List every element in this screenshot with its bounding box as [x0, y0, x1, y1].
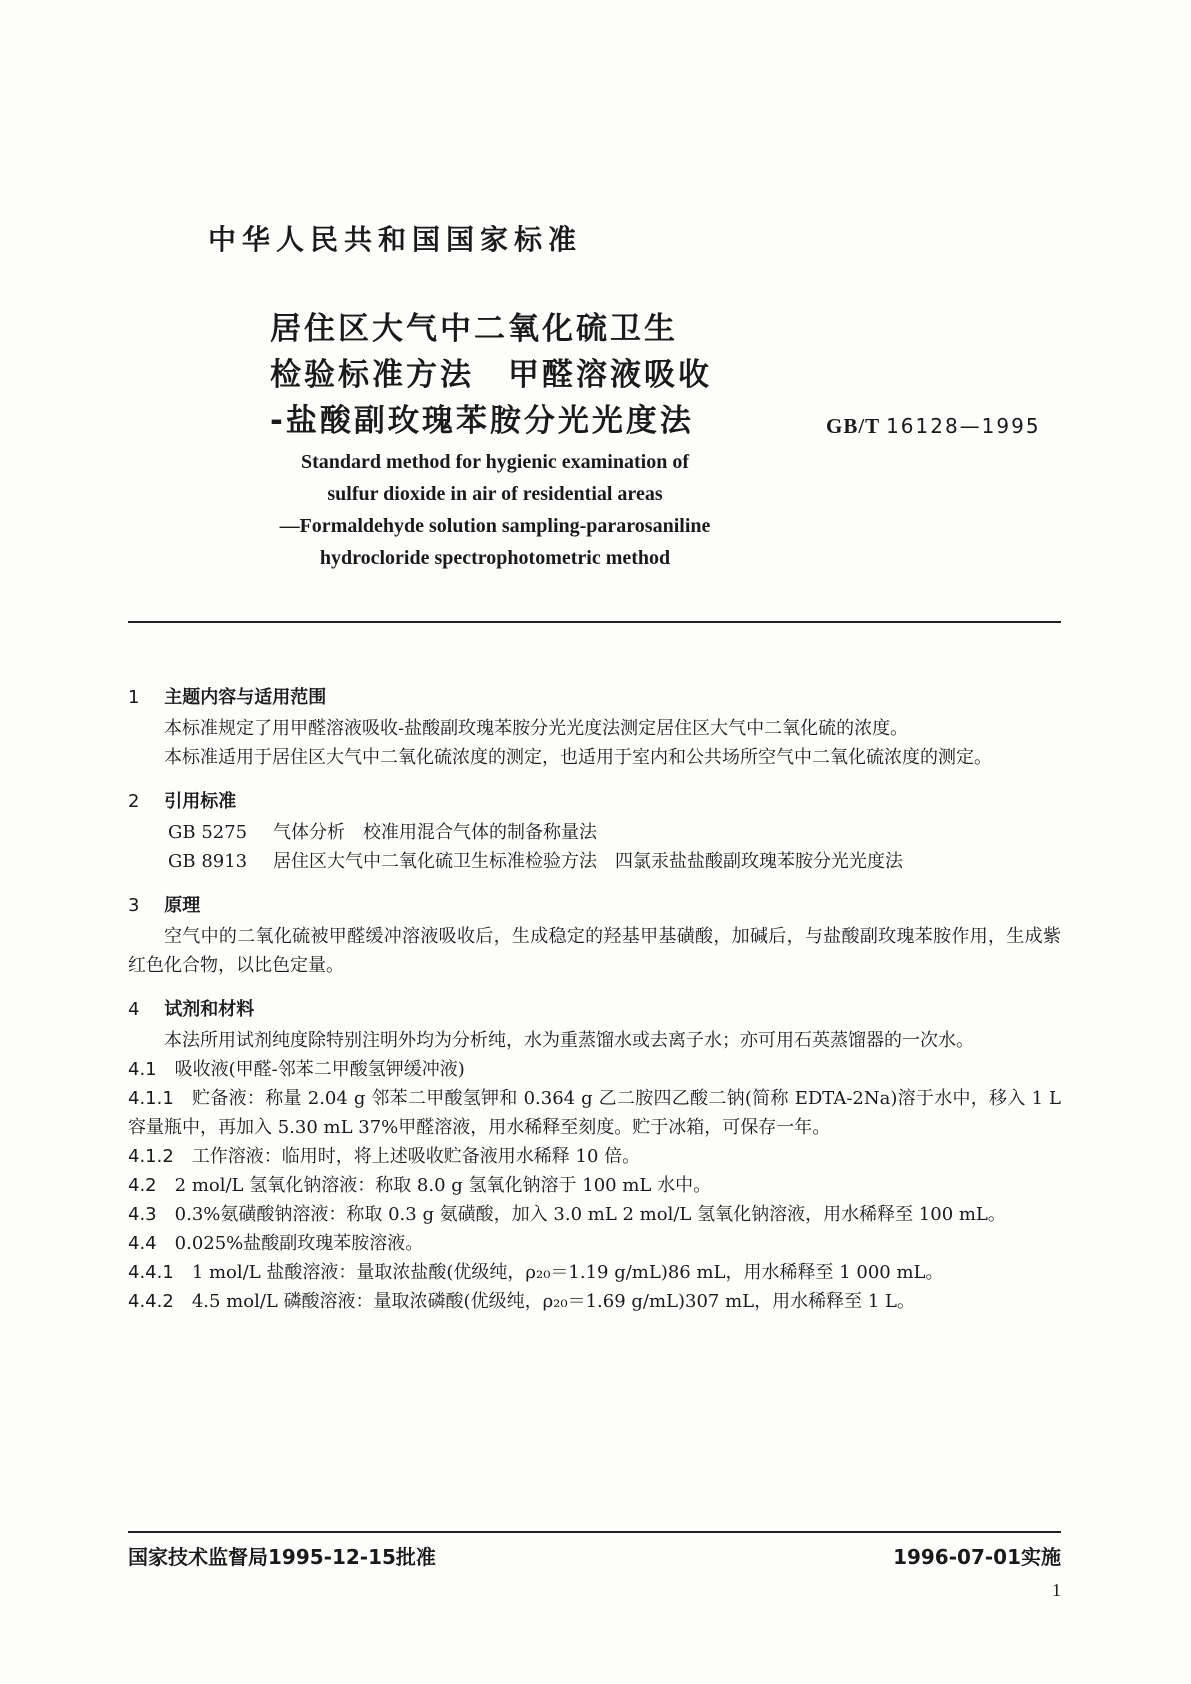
reference-code: GB 8913	[168, 851, 248, 872]
section-title: 试剂和材料	[164, 999, 255, 1020]
clause-number: 4.1.2	[128, 1146, 174, 1167]
standard-code: 16128—1995	[886, 414, 1041, 438]
implementation-date: 1996-07-01实施	[893, 1545, 1061, 1569]
section-title: 主题内容与适用范围	[164, 687, 327, 708]
clause-text: 吸收液(甲醛-邻苯二甲酸氢钾缓冲液)	[174, 1059, 465, 1080]
section-heading-1	[128, 682, 1061, 714]
clause-number: 4.3	[128, 1204, 157, 1225]
section-heading-3	[128, 890, 1061, 922]
clause-item	[128, 1171, 1061, 1200]
english-title	[200, 446, 790, 574]
section-number: 3	[128, 895, 140, 916]
section-number: 2	[128, 791, 140, 812]
clause-text: 贮备液：称量 2.04 g 邻苯二甲酸氢钾和 0.364 g 乙二胺四乙酸二钠(简称 EDTA-2Na)溶于水中，移入 1 L 容量瓶中，再加入 5.30 mL 37%甲醛溶液，用水稀释至刻度。贮于冰箱，可保存一年。	[128, 1088, 1061, 1138]
english-title-line: hydrocloride spectrophotometric method	[319, 547, 671, 569]
clause-item	[128, 1084, 1061, 1142]
chinese-title-line: 居住区大气中二氧化硫卫生	[270, 311, 678, 347]
chinese-title-line: 检验标准方法 甲醛溶液吸收	[270, 357, 712, 393]
clause-text: 0.025%盐酸副玫瑰苯胺溶液。	[174, 1233, 424, 1254]
footer-divider	[128, 1531, 1061, 1533]
clause-text: 0.3%氨磺酸钠溶液：称取 0.3 g 氨磺酸，加入 3.0 mL 2 mol/L 氢氧化钠溶液，用水稀释至 100 mL。	[174, 1204, 1006, 1225]
section-title: 引用标准	[164, 791, 237, 812]
section-title: 原理	[164, 895, 201, 916]
english-title-line: Standard method for hygienic examination of	[301, 451, 689, 473]
clause-item	[128, 1258, 1061, 1287]
clause-text: 4.5 mol/L 磷酸溶液：量取浓磷酸(优级纯，ρ₂₀＝1.69 g/mL)307 mL，用水稀释至 1 L。	[191, 1291, 915, 1312]
section-number: 1	[128, 687, 140, 708]
paragraph: 空气中的二氧化硫被甲醛缓冲溶液吸收后，生成稳定的羟基甲基磺酸，加碱后，与盐酸副玫瑰苯胺作用，生成紫红色化合物，以比色定量。	[128, 926, 1061, 976]
clause-text: 工作溶液：临用时，将上述吸收贮备液用水稀释 10 倍。	[191, 1146, 641, 1167]
clause-number: 4.1	[128, 1059, 157, 1080]
reference-item	[128, 847, 1061, 876]
clause-item	[128, 1287, 1061, 1316]
clause-item	[128, 1229, 1061, 1258]
paragraph: 本标准适用于居住区大气中二氧化硫浓度的测定，也适用于室内和公共场所空气中二氧化硫浓度的测定。	[164, 747, 992, 768]
clause-item	[128, 1055, 1061, 1084]
reference-code: GB 5275	[168, 822, 248, 843]
page-number: 1	[1052, 1580, 1061, 1600]
section-heading-2	[128, 786, 1061, 818]
clause-text: 1 mol/L 盐酸溶液：量取浓盐酸(优级纯，ρ₂₀＝1.19 g/mL)86 mL，用水稀释至 1 000 mL。	[191, 1262, 944, 1283]
document-body	[128, 682, 1061, 1316]
clause-text: 2 mol/L 氢氧化钠溶液：称取 8.0 g 氢氧化钠溶于 100 mL 水中。	[174, 1175, 712, 1196]
english-title-line: —Formaldehyde solution sampling-pararosaniline	[279, 515, 711, 537]
standard-prefix: GB/T	[826, 414, 880, 438]
clause-item	[128, 1142, 1061, 1171]
standard-number	[826, 414, 1041, 439]
reference-text: 居住区大气中二氧化硫卫生标准检验方法 四氯汞盐盐酸副玫瑰苯胺分光光度法	[273, 851, 903, 872]
paragraph: 本法所用试剂纯度除特别注明外均为分析纯，水为重蒸馏水或去离子水；亦可用石英蒸馏器的一次水。	[164, 1030, 974, 1051]
national-standard-heading: 中华人民共和国国家标准	[207, 223, 582, 256]
clause-item	[128, 1200, 1061, 1229]
approval-date: 国家技术监督局1995-12-15批准	[128, 1545, 436, 1569]
chinese-title-line: -盐酸副玫瑰苯胺分光光度法	[270, 403, 694, 439]
header-divider	[128, 621, 1061, 623]
clause-number: 4.4.1	[128, 1262, 174, 1283]
reference-item	[128, 818, 1061, 847]
section-heading-4	[128, 994, 1061, 1026]
paragraph: 本标准规定了用甲醛溶液吸收-盐酸副玫瑰苯胺分光光度法测定居住区大气中二氧化硫的浓度。	[164, 718, 909, 739]
clause-number: 4.1.1	[128, 1088, 174, 1109]
section-number: 4	[128, 999, 140, 1020]
clause-number: 4.4	[128, 1233, 157, 1254]
chinese-title	[270, 306, 740, 444]
reference-text: 气体分析 校准用混合气体的制备称量法	[273, 822, 597, 843]
clause-number: 4.2	[128, 1175, 157, 1196]
english-title-line: sulfur dioxide in air of residential areas	[327, 483, 663, 505]
clause-number: 4.4.2	[128, 1291, 174, 1312]
